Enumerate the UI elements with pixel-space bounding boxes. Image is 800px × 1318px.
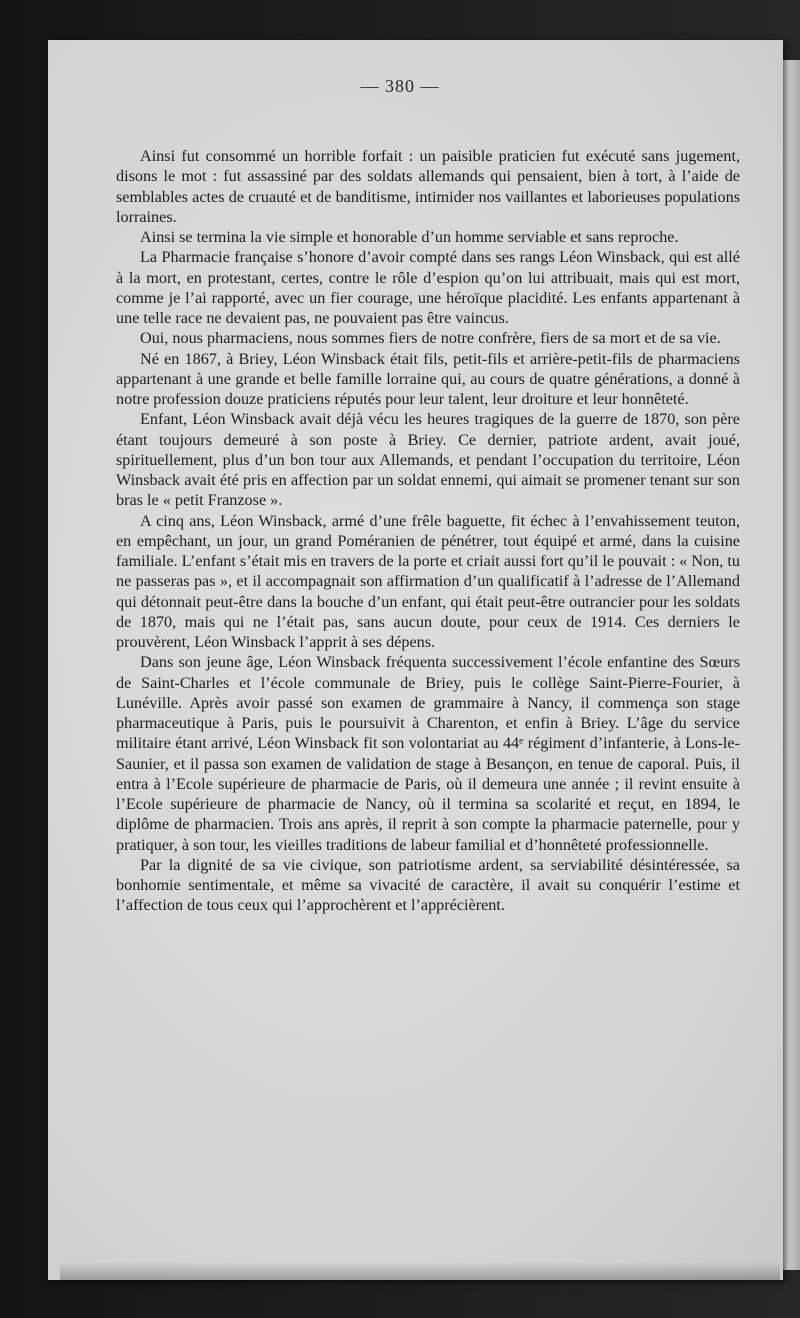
body-text xyxy=(116,146,740,916)
paragraph: Par la dignité de sa vie civique, son patriotisme ardent, sa serviabilité désintéressée, sa bonhomie sentimentale, et même sa vivacité de caractère, il avait su conquérir l’estime et l’affection de tous ceux qui l’approchèrent et l’apprécièrent. xyxy=(116,855,740,915)
paragraph: Né en 1867, à Briey, Léon Winsback était fils, petit-fils et arrière-petit-fils de pharmaciens appartenant à une grande et belle famille lorraine qui, au cours de quatre générations, a donné à notre profession douze praticiens réputés pour leur talent, leur droiture et leur honnêteté. xyxy=(116,349,740,408)
paragraph: Enfant, Léon Winsback avait déjà vécu les heures tragiques de la guerre de 1870, son père étant toujours demeuré à son poste à Briey. Ce dernier, patriote ardent, avait joué, spirituellement, plus d’un bon tour aux Allemands, et pendant l’occupation du territoire, Léon Winsback avait été pris en affection par un soldat ennemi, qui aimait se promener tenant sur son bras le « petit Franzose ». xyxy=(116,410,740,510)
page-number: — 380 — xyxy=(360,76,440,96)
paragraph: Ainsi se termina la vie simple et honorable d’un homme serviable et sans reproche. xyxy=(140,228,679,246)
paragraph: Dans son jeune âge, Léon Winsback fréquenta successivement l’école enfantine des Sœurs de Saint-Charles et l’école communale de Briey, puis le collège Saint-Pierre-Fourier, à Lunéville. Après avoir passé son examen de grammaire à Nancy, il commença son stage pharmaceutique à Paris, puis le poursuivit à Charenton, et enfin à Briey. L’âge du service militaire étant arrivé, Léon Winsback fit son volontariat au 44ᵉ régiment d’infanterie, à Lons-le-Saunier, et il passa son examen de validation de stage à Besançon, en tenue de caporal. Puis, il entra à l’Ecole supérieure de pharmacie de Paris, où il demeura une année ; il revint ensuite à l’Ecole supérieure de pharmacie de Nancy, où il termina sa scolarité et reçut, en 1894, le diplôme de pharmacien. Trois ans après, il reprit à son compte la pharmacie paternelle, pour y pratiquer, à son tour, les vieilles traditions de labeur familial et d’honnêteté professionnelle. xyxy=(116,653,740,854)
paragraph: La Pharmacie française s’honore d’avoir compté dans ses rangs Léon Winsback, qui est allé à la mort, en protestant, certes, contre le rôle d’espion qu’on lui attribuait, mais qui est mort, comme je l’ai rapporté, avec un fier courage, une héroïque placidité. Les enfants appartenant à une telle race ne devaient pas, ne pouvaient pas être vaincus. xyxy=(116,248,740,327)
paragraph: Ainsi fut consommé un horrible forfait : un paisible praticien fut exécuté sans jugement, disons le mot : fut assassiné par des soldats allemands qui pensaient, bien à tort, à l’aide de semblables actes de cruauté et de banditisme, intimider nos vaillantes et laborieuses populations lorraines. xyxy=(116,147,740,226)
paragraph: Oui, nous pharmaciens, nous sommes fiers de notre confrère, fiers de sa mort et de sa vie. xyxy=(140,329,721,348)
paragraph: A cinq ans, Léon Winsback, armé d’une frêle baguette, fit échec à l’envahissement teuton, en empêchant, un jour, un grand Poméranien de pénétrer, tout équipé et armé, dans la cuisine familiale. L’enfant s’était mis en travers de la porte et criait aussi fort qu’il le pouvait : « Non, tu ne passeras pas », et il accompagnait son affirmation d’un qualificatif à l’adresse de l’Allemand qui détonnait peut-être dans la bouche d’un enfant, qui était peut-être outrancier pour les soldats de 1870, mais qui ne l’était pas, sans aucun doute, pour ceux de 1914. Ces derniers le prouvèrent, Léon Winsback l’apprit à ses dépens. xyxy=(116,511,740,651)
page-bottom-shadow xyxy=(60,1262,780,1280)
